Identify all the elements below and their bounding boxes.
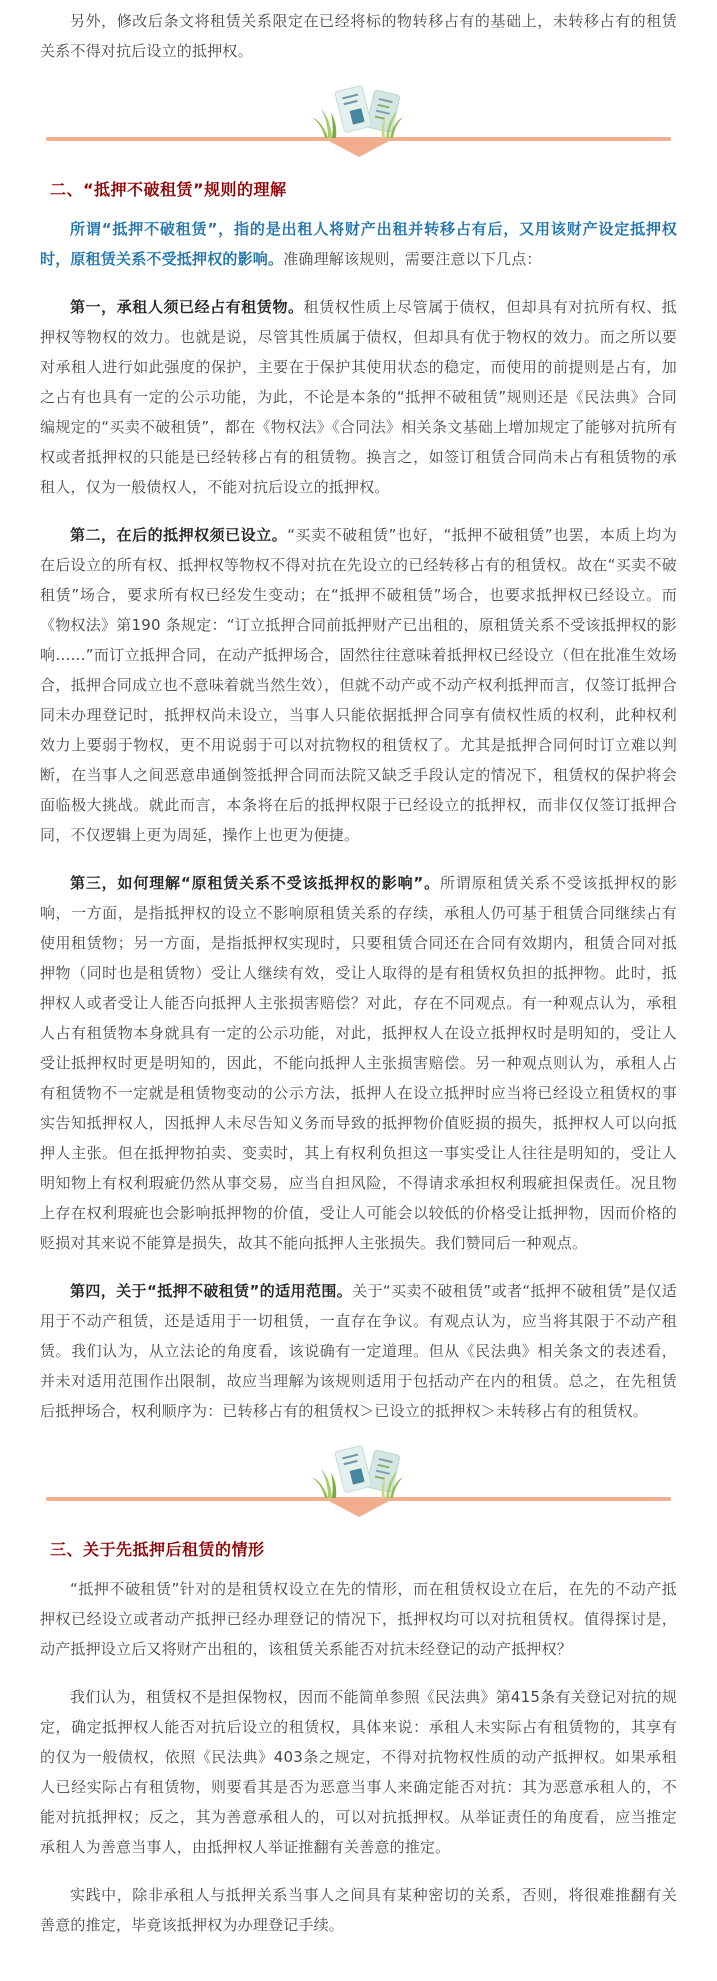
section-3-heading: 三、关于先抵押后租赁的情形 (50, 1540, 265, 1559)
point-1-text: 租赁权性质上尽管属于债权，但却具有对抗所有权、抵押权等物权的效力。也就是说，尽管其性质属于债权，但却具有优于物权的效力。而之所以要对承租人进行如此强度的保护，主要在于保护其使用状态的稳定，而使用的前提则是占有，加之占有也具有一定的公示功能，为此，不论是本条的“抵押不破租赁”规则还是《民法典》合同编规定的“买卖不破租赁”，都在《物权法》《合同法》相关条文基础上增加规定了能够对抗所有权或者抵押权的只能是已经转移占有的租赁物。换言之，如签订租赁合同尚未占有租赁物的承租人，仅为一般债权人，不能对抗后设立的抵押权。 (40, 298, 677, 496)
section-divider (40, 1444, 677, 1517)
point-4-paragraph (40, 1276, 677, 1426)
divider-arrow-down-icon (329, 141, 389, 157)
intro-paragraph: 另外，修改后条文将租赁关系限定在已经将标的物转移占有的基础上，未转移占有的租赁关系不得对抗后设立的抵押权。 (40, 12, 677, 60)
point-2-paragraph (40, 520, 677, 850)
divider-arrow-down-icon (329, 1501, 389, 1517)
section-2-lead-paragraph (40, 214, 677, 274)
point-3-paragraph (40, 868, 677, 1258)
section-3-paragraph-1: “抵押不破租赁”针对的是租赁权设立在先的情形，而在租赁权设立在后，在先的不动产抵押权已经设立或者动产抵押已经办理登记的情况下，抵押权均可以对抗租赁权。值得探讨是，动产抵押设立后又将财产出租的，该租赁关系能否对抗未经登记的动产抵押权？ (40, 1580, 677, 1658)
point-2-lead: 第二，在后的抵押权须已设立。 (70, 526, 288, 544)
papers-grass-illustration (298, 1444, 420, 1502)
section-3-paragraph-3: 实践中，除非承租人与抵押关系当事人之间具有某种密切的关系，否则，将很难推翻有关善意的推定，毕竟该抵押权为办理登记手续。 (40, 1886, 677, 1934)
section-divider (40, 84, 677, 157)
papers-grass-illustration (298, 84, 420, 142)
point-2-text: “买卖不破租赁”也好，“抵押不破租赁”也罢，本质上均为在后设立的所有权、抵押权等物权不得对抗在先设立的已经转移占有的租赁权。故在“买卖不破租赁”场合，要求所有权已经发生变动；在“抵押不破租赁”场合，也要求抵押权已经设立。而《物权法》第190 条规定：“订立抵押合同前抵押财产已出租的，原租赁关系不受该抵押权的影响……”而订立抵押合同，在动产抵押场合，固然往往意味着抵押权已经设立（但在批准生效场合，抵押合同成立也不意味着就当然生效），但就不动产或不动产权利抵押而言，仅签订抵押合同未办理登记时，抵押权尚未设立，当事人只能依据抵押合同享有债权性质的权利，此种权利效力上要弱于物权，更不用说弱于可以对抗物权的租赁权了。尤其是抵押合同何时订立难以判断，在当事人之间恶意串通倒签抵押合同而法院又缺乏手段认定的情况下，租赁权的保护将会面临极大挑战。就此而言，本条将在后的抵押权限于已经设立的抵押权，而非仅仅签订抵押合同，不仅逻辑上更为周延，操作上也更为便捷。 (40, 526, 677, 844)
point-3-text: 所谓原租赁关系不受该抵押权的影响，一方面，是指抵押权的设立不影响原租赁关系的存续，承租人仍可基于租赁合同继续占有使用租赁物；另一方面，是指抵押权实现时，只要租赁合同还在合同有效期内，租赁合同对抵押物（同时也是租赁物）受让人继续有效，受让人取得的是有租赁权负担的抵押物。此时，抵押权人或者受让人能否向抵押人主张损害赔偿？对此，存在不同观点。有一种观点认为，承租人占有租赁物本身就具有一定的公示功能，对此，抵押权人在设立抵押权时是明知的，受让人受让抵押权时更是明知的，因此，不能向抵押人主张损害赔偿。另一种观点则认为，承租人占有租赁物不一定就是租赁物变动的公示方法，抵押人在设立抵押时应当将已经设立租赁权的事实告知抵押权人，因抵押人未尽告知义务而导致的抵押物价值贬损的损失，抵押权人可以向抵押人主张。但在抵押物拍卖、变卖时，其上有权利负担这一事实受让人往往是明知的，受让人明知物上有权利瑕疵仍然从事交易，应当自担风险，不得请求承担权利瑕疵担保责任。况且物上存在权利瑕疵也会影响抵押物的价值，受让人可能会以较低的价格受让抵押物，因而价格的贬损对其来说不能算是损失，故其不能向抵押人主张损失。我们赞同后一种观点。 (40, 874, 677, 1252)
point-4-text: 关于“买卖不破租赁”或者“抵押不破租赁”是仅适用于不动产租赁，还是适用于一切租赁，一直存在争议。有观点认为，应当将其限于不动产租赁。我们认为，从立法论的角度看，该说确有一定道理。但从《民法典》相关条文的表述看，并未对适用范围作出限制，故应当理解为该规则适用于包括动产在内的租赁。总之，在先租赁后抵押场合，权利顺序为：已转移占有的租赁权＞已设立的抵押权＞未转移占有的租赁权。 (40, 1282, 677, 1420)
section-3-paragraph-2: 我们认为，租赁权不是担保物权，因而不能简单参照《民法典》第415条有关登记对抗的规定，确定抵押权人能否对抗后设立的租赁权，具体来说：承租人未实际占有租赁物的，其享有的仅为一般债权，依照《民法典》403条之规定，不得对抗物权性质的动产抵押权。如果承租人已经实际占有租赁物，则要看其是否为恶意当事人来确定能否对抗：其为恶意承租人的，不能对抗抵押权；反之，其为善意承租人的，可以对抗抵押权。从举证责任的角度看，应当推定承租人为善意当事人，由抵押权人举证推翻有关善意的推定。 (40, 1688, 677, 1856)
point-4-lead: 第四，关于“抵押不破租赁”的适用范围。 (70, 1282, 353, 1300)
point-1-paragraph (40, 292, 677, 502)
section-2-heading: 二、“抵押不破租赁”规则的理解 (50, 180, 287, 199)
lead-rest-text: 准确理解该规则，需要注意以下几点： (283, 250, 542, 268)
lead-blue-sentence: 所谓“抵押不破租赁”，指的是出租人将财产出租并转移占有后，又用该财产设定抵押权时，原租赁关系不受抵押权的影响。 (40, 220, 677, 268)
point-1-lead: 第一，承租人须已经占有租赁物。 (70, 298, 304, 316)
point-3-lead: 第三，如何理解“原租赁关系不受该抵押权的影响”。 (70, 874, 440, 892)
